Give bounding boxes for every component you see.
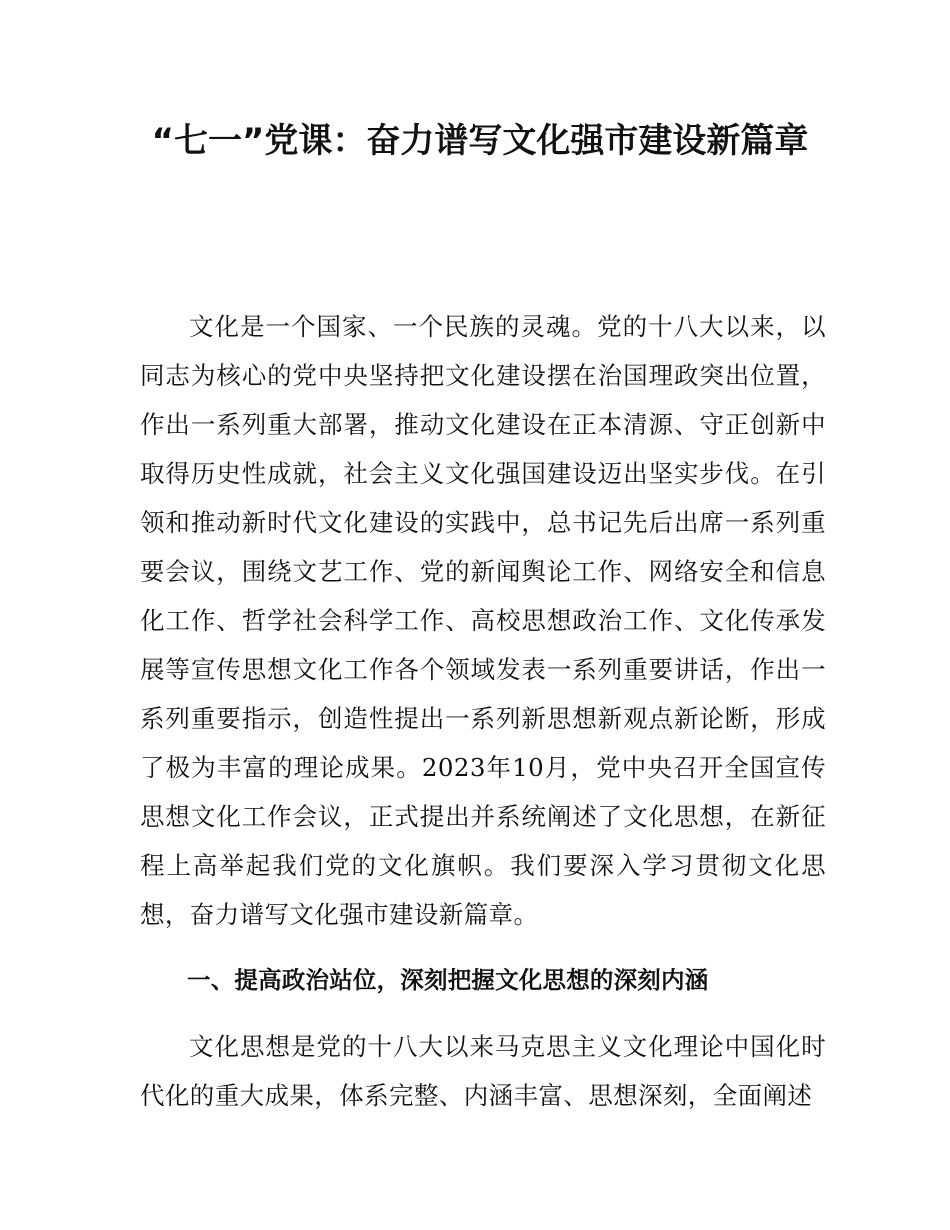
intro-paragraph: 文化是一个国家、一个民族的灵魂。党的十八大以来，以同志为核心的党中央坚持把文化建设摆在治国理政突出位置，作出一系列重大部署，推动文化建设在正本清源、守正创新中取得历史性成就，社会主义文化强国建设迈出坚实步伐。在引领和推动新时代文化建设的实践中，总书记先后出席一系列重要会议，围绕文艺工作、党的新闻舆论工作、网络安全和信息化工作、哲学社会科学工作、高校思想政治工作、文化传承发展等宣传思想文化工作各个领域发表一系列重要讲话，作出一系列重要指示，创造性提出一系列新思想新观点新论断，形成了极为丰富的理论成果。2023年10月，党中央召开全国宣传思想文化工作会议，正式提出并系统阐述了文化思想，在新征程上高举起我们党的文化旗帜。我们要深入学习贯彻文化思想，奋力谱写文化强市建设新篇章。: [140, 312, 826, 929]
section-paragraph: 文化思想是党的十八大以来马克思主义文化理论中国化时代化的重大成果，体系完整、内涵丰富、思想深刻，全面阐述: [140, 1032, 826, 1110]
section-heading: 一、提高政治站位，深刻把握文化思想的深刻内涵: [187, 966, 709, 994]
document-title: “七一”党课：奋力谱写文化强市建设新篇章: [151, 121, 809, 161]
document-body: [140, 302, 826, 1120]
